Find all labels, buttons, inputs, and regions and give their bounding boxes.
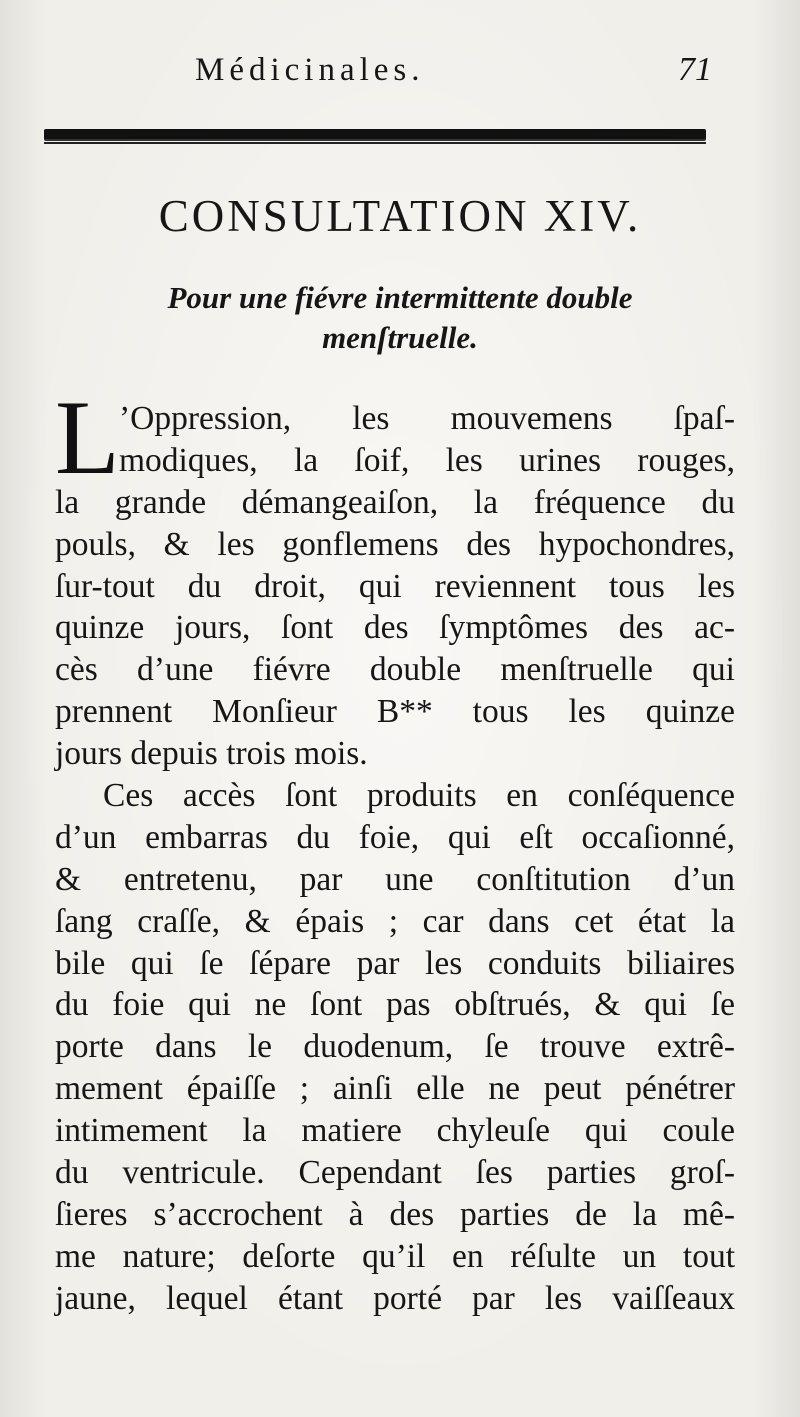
page-number: 71 xyxy=(678,51,712,88)
running-title: Médicinales. xyxy=(195,52,425,88)
running-head xyxy=(0,45,800,95)
text-line: ſang craſſe, & épais ; car dans cet état la xyxy=(55,902,735,940)
text-line: jours depuis trois mois. xyxy=(55,735,368,773)
text-line: d’un embarras du foie, qui eſt occaſionné, xyxy=(55,818,735,856)
body-text xyxy=(55,379,735,1320)
text-line: ſieres s’accrochent à des parties de la mê- xyxy=(55,1195,735,1233)
header-rule xyxy=(44,129,706,139)
text-line: jaune, lequel étant porté par les vaiſſeaux xyxy=(55,1279,735,1317)
text-line: la grande démangeaiſon, la fréquence du xyxy=(55,483,735,521)
text-line: & entretenu, par une conſtitution d’un xyxy=(55,860,735,898)
text-line: mement épaiſſe ; ainſi elle ne peut pénétrer xyxy=(55,1070,735,1108)
text-line: ’Oppression, les mouvemens ſpaſ- xyxy=(119,400,735,437)
drop-cap: L xyxy=(55,379,120,496)
subtitle-line: menſtruelle. xyxy=(322,320,478,355)
text-line: cès d’une fiévre double menſtruelle qui xyxy=(55,651,735,689)
text-line: du ventricule. Cependant ſes parties groſ- xyxy=(55,1154,735,1192)
text-line: porte dans le duodenum, ſe trouve extrê- xyxy=(55,1028,735,1066)
text-line: me nature; deſorte qu’il en réſulte un tout xyxy=(55,1237,735,1275)
text-line: bile qui ſe ſépare par les conduits biliaires xyxy=(55,944,735,982)
text-line: intimement la matiere chyleuſe qui coule xyxy=(55,1112,735,1150)
text-line: pouls, & les gonflemens des hypochondres, xyxy=(55,525,735,563)
subtitle-line: Pour une fiévre intermittente double xyxy=(167,280,633,315)
text-line: prennent Monſieur B** tous les quinze xyxy=(55,693,735,731)
consultation-title: CONSULTATION XIV. xyxy=(158,191,642,241)
text-line: du foie qui ne ſont pas obſtrués, & qui ſe xyxy=(55,986,735,1024)
text-line: modiques, la ſoif, les urines rouges, xyxy=(119,441,735,479)
consultation-subtitle xyxy=(40,278,760,358)
text-line: quinze jours, ſont des ſymptômes des ac- xyxy=(55,609,735,647)
text-line: ſur-tout du droit, qui reviennent tous les xyxy=(55,567,735,605)
text-line: Ces accès ſont produits en conſéquence xyxy=(103,777,735,815)
